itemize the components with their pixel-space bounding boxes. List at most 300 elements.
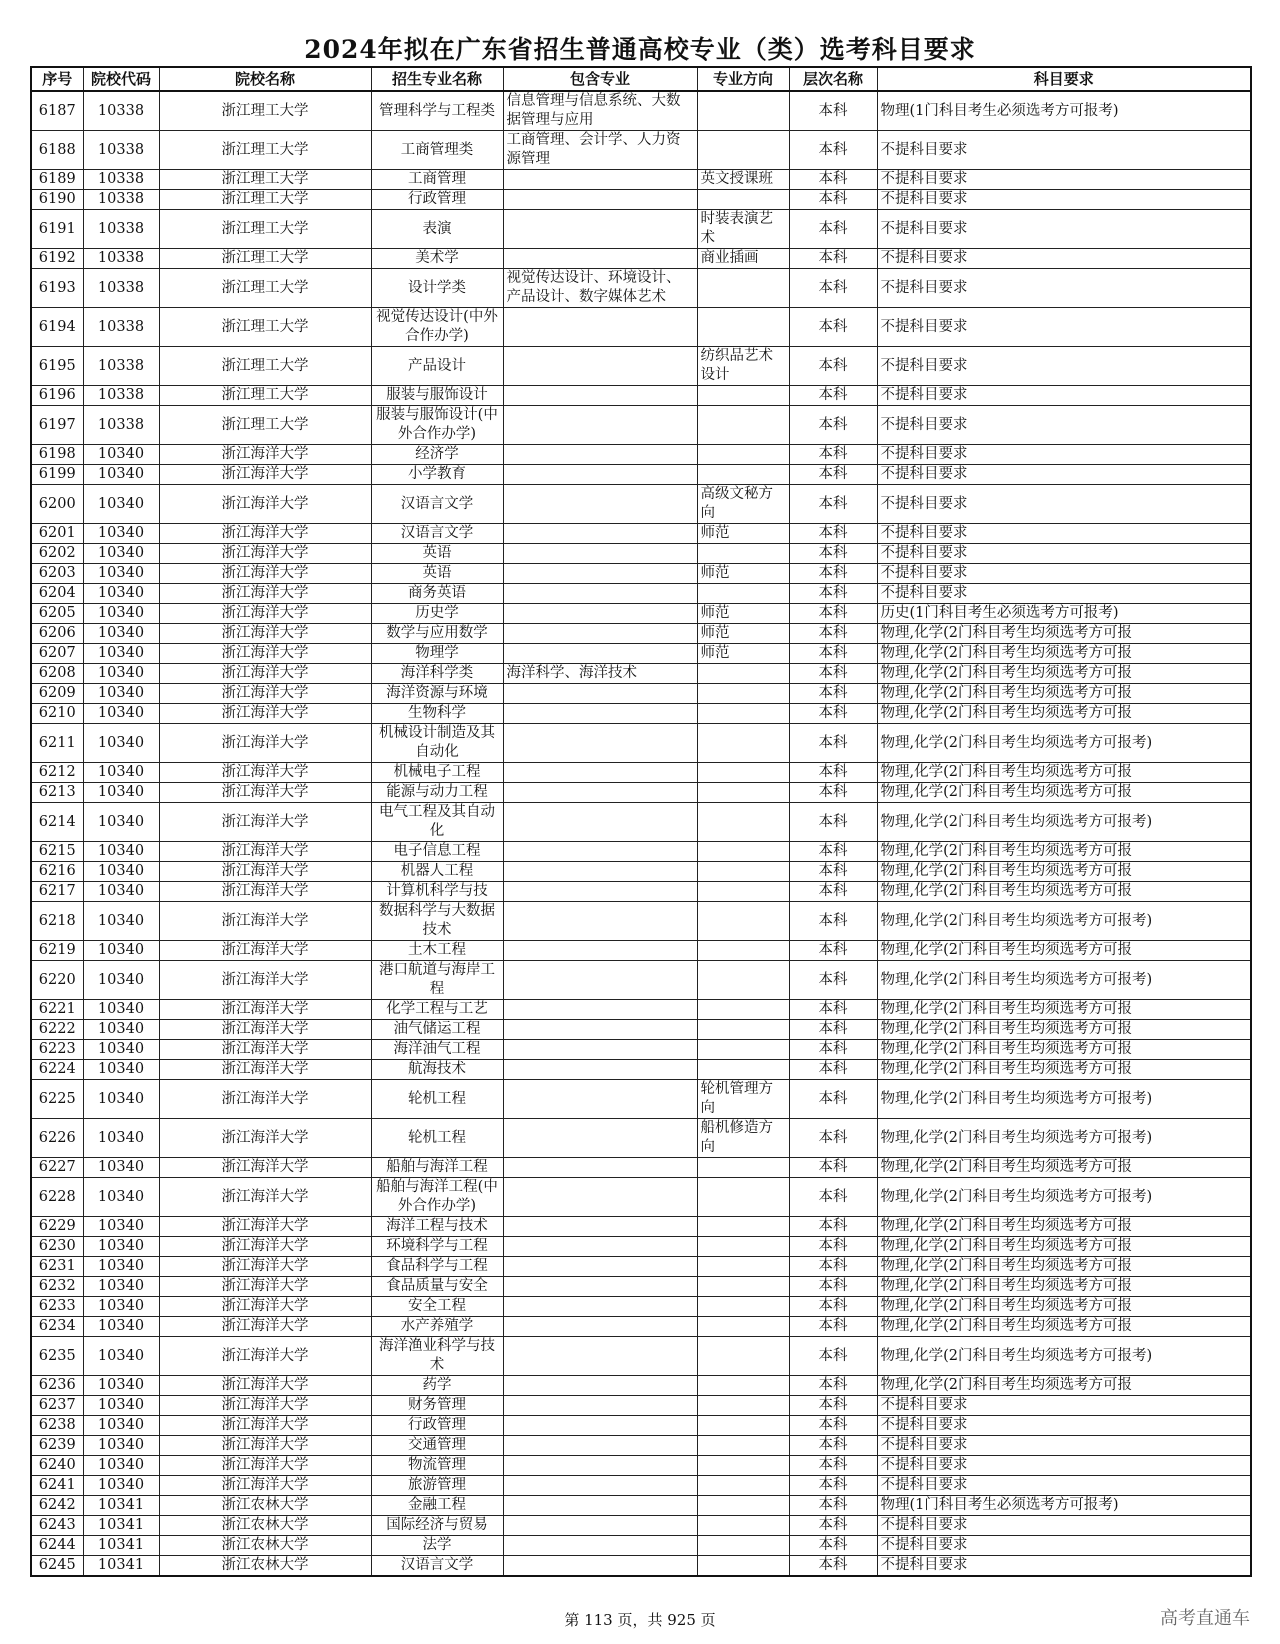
cell-level: 本科 (789, 1158, 877, 1178)
table-row (31, 624, 1251, 644)
table-row (31, 1376, 1251, 1396)
cell-subject-requirement: 物理,化学(2门科目考生均须选考方可报考) (877, 803, 1251, 842)
cell-school-code: 10340 (83, 961, 159, 1000)
cell-school-code: 10340 (83, 902, 159, 941)
table-row (31, 210, 1251, 249)
cell-seq: 6187 (31, 91, 83, 131)
cell-school-name: 浙江农林大学 (159, 1556, 371, 1577)
cell-direction (697, 941, 789, 961)
table-row (31, 1536, 1251, 1556)
cell-subject-requirement: 物理,化学(2门科目考生均须选考方可报考) (877, 1080, 1251, 1119)
cell-direction (697, 902, 789, 941)
page-title: 2024年拟在广东省招生普通高校专业（类）选考科目要求 (304, 35, 976, 64)
cell-major-name: 物理学 (371, 644, 503, 664)
cell-major-name: 轮机工程 (371, 1119, 503, 1158)
cell-subject-requirement: 物理(1门科目考生必须选考方可报考) (877, 1496, 1251, 1516)
cell-direction (697, 961, 789, 1000)
cell-direction (697, 803, 789, 842)
cell-seq: 6242 (31, 1496, 83, 1516)
cell-major-name: 汉语言文学 (371, 485, 503, 524)
cell-school-code: 10340 (83, 1237, 159, 1257)
cell-school-code: 10340 (83, 1257, 159, 1277)
cell-school-code: 10340 (83, 1476, 159, 1496)
cell-direction (697, 584, 789, 604)
cell-included-majors (503, 624, 697, 644)
cell-seq: 6196 (31, 386, 83, 406)
cell-school-name: 浙江海洋大学 (159, 524, 371, 544)
cell-level: 本科 (789, 445, 877, 465)
table-row (31, 783, 1251, 803)
cell-level: 本科 (789, 644, 877, 664)
cell-subject-requirement: 不提科目要求 (877, 485, 1251, 524)
cell-included-majors (503, 445, 697, 465)
cell-direction (697, 1060, 789, 1080)
table-row (31, 1416, 1251, 1436)
cell-school-name: 浙江理工大学 (159, 269, 371, 308)
cell-school-code: 10340 (83, 1000, 159, 1020)
cell-school-code: 10338 (83, 269, 159, 308)
cell-subject-requirement: 不提科目要求 (877, 1516, 1251, 1536)
table-row (31, 1337, 1251, 1376)
cell-direction (697, 1396, 789, 1416)
cell-major-name: 海洋资源与环境 (371, 684, 503, 704)
cell-subject-requirement: 物理,化学(2门科目考生均须选考方可报 (877, 684, 1251, 704)
cell-school-name: 浙江海洋大学 (159, 1000, 371, 1020)
table-row (31, 724, 1251, 763)
cell-seq: 6223 (31, 1040, 83, 1060)
cell-subject-requirement: 物理,化学(2门科目考生均须选考方可报考) (877, 724, 1251, 763)
cell-major-name: 海洋科学类 (371, 664, 503, 684)
table-row (31, 1516, 1251, 1536)
cell-level: 本科 (789, 941, 877, 961)
cell-subject-requirement: 不提科目要求 (877, 1476, 1251, 1496)
cell-seq: 6194 (31, 308, 83, 347)
cell-included-majors (503, 406, 697, 445)
cell-school-name: 浙江海洋大学 (159, 1436, 371, 1456)
cell-major-name: 化学工程与工艺 (371, 1000, 503, 1020)
cell-included-majors (503, 644, 697, 664)
cell-seq: 6198 (31, 445, 83, 465)
cell-direction (697, 190, 789, 210)
column-header: 科目要求 (877, 67, 1251, 91)
table-row (31, 882, 1251, 902)
cell-direction (697, 1476, 789, 1496)
cell-level: 本科 (789, 763, 877, 783)
cell-direction: 师范 (697, 604, 789, 624)
cell-level: 本科 (789, 1119, 877, 1158)
cell-subject-requirement: 不提科目要求 (877, 544, 1251, 564)
cell-included-majors (503, 842, 697, 862)
cell-direction (697, 1158, 789, 1178)
cell-subject-requirement: 不提科目要求 (877, 1536, 1251, 1556)
cell-school-code: 10338 (83, 210, 159, 249)
cell-major-name: 财务管理 (371, 1396, 503, 1416)
cell-major-name: 海洋渔业科学与技术 (371, 1337, 503, 1376)
table-row (31, 1257, 1251, 1277)
cell-school-name: 浙江海洋大学 (159, 624, 371, 644)
cell-subject-requirement: 物理,化学(2门科目考生均须选考方可报 (877, 1277, 1251, 1297)
cell-level: 本科 (789, 1178, 877, 1217)
cell-school-name: 浙江海洋大学 (159, 1297, 371, 1317)
cell-included-majors (503, 961, 697, 1000)
cell-direction (697, 1237, 789, 1257)
cell-school-name: 浙江海洋大学 (159, 1396, 371, 1416)
cell-school-name: 浙江海洋大学 (159, 564, 371, 584)
cell-level: 本科 (789, 1396, 877, 1416)
cell-level: 本科 (789, 131, 877, 170)
cell-included-majors (503, 1217, 697, 1237)
cell-direction (697, 1277, 789, 1297)
cell-seq: 6210 (31, 704, 83, 724)
cell-direction (697, 1337, 789, 1376)
cell-included-majors (503, 1496, 697, 1516)
cell-included-majors: 海洋科学、海洋技术 (503, 664, 697, 684)
cell-major-name: 港口航道与海岸工程 (371, 961, 503, 1000)
cell-school-name: 浙江海洋大学 (159, 1456, 371, 1476)
cell-subject-requirement: 物理,化学(2门科目考生均须选考方可报 (877, 1060, 1251, 1080)
cell-school-name: 浙江海洋大学 (159, 604, 371, 624)
cell-school-code: 10338 (83, 308, 159, 347)
cell-seq: 6214 (31, 803, 83, 842)
cell-subject-requirement: 不提科目要求 (877, 406, 1251, 445)
cell-level: 本科 (789, 664, 877, 684)
cell-school-code: 10340 (83, 1217, 159, 1237)
column-header: 招生专业名称 (371, 67, 503, 91)
cell-direction (697, 269, 789, 308)
table-row (31, 308, 1251, 347)
cell-school-code: 10340 (83, 624, 159, 644)
cell-school-code: 10341 (83, 1556, 159, 1577)
cell-level: 本科 (789, 1337, 877, 1376)
cell-included-majors (503, 386, 697, 406)
table-row (31, 406, 1251, 445)
cell-seq: 6199 (31, 465, 83, 485)
cell-major-name: 小学教育 (371, 465, 503, 485)
cell-school-name: 浙江海洋大学 (159, 1237, 371, 1257)
cell-included-majors (503, 1040, 697, 1060)
cell-included-majors (503, 862, 697, 882)
table-row (31, 1456, 1251, 1476)
table-row (31, 604, 1251, 624)
cell-school-code: 10340 (83, 842, 159, 862)
cell-school-name: 浙江理工大学 (159, 386, 371, 406)
cell-major-name: 环境科学与工程 (371, 1237, 503, 1257)
cell-seq: 6231 (31, 1257, 83, 1277)
cell-major-name: 海洋油气工程 (371, 1040, 503, 1060)
cell-included-majors (503, 485, 697, 524)
cell-school-name: 浙江海洋大学 (159, 882, 371, 902)
cell-direction (697, 664, 789, 684)
column-header: 包含专业 (503, 67, 697, 91)
cell-school-name: 浙江海洋大学 (159, 1080, 371, 1119)
cell-major-name: 土木工程 (371, 941, 503, 961)
cell-major-name: 金融工程 (371, 1496, 503, 1516)
cell-school-name: 浙江海洋大学 (159, 862, 371, 882)
cell-school-name: 浙江理工大学 (159, 308, 371, 347)
column-header: 院校名称 (159, 67, 371, 91)
cell-major-name: 视觉传达设计(中外合作办学) (371, 308, 503, 347)
table-row (31, 1080, 1251, 1119)
cell-included-majors (503, 1119, 697, 1158)
cell-direction (697, 1536, 789, 1556)
cell-major-name: 美术学 (371, 249, 503, 269)
cell-seq: 6204 (31, 584, 83, 604)
cell-school-code: 10340 (83, 485, 159, 524)
cell-seq: 6227 (31, 1158, 83, 1178)
cell-level: 本科 (789, 1257, 877, 1277)
cell-school-name: 浙江海洋大学 (159, 644, 371, 664)
table-row (31, 544, 1251, 564)
cell-subject-requirement: 物理,化学(2门科目考生均须选考方可报 (877, 763, 1251, 783)
cell-school-name: 浙江海洋大学 (159, 724, 371, 763)
cell-subject-requirement: 物理,化学(2门科目考生均须选考方可报 (877, 1158, 1251, 1178)
cell-direction: 船机修造方向 (697, 1119, 789, 1158)
cell-direction: 师范 (697, 644, 789, 664)
watermark-brand: 高考直通车 (1160, 1608, 1250, 1629)
cell-school-code: 10340 (83, 465, 159, 485)
cell-included-majors (503, 465, 697, 485)
cell-direction (697, 1257, 789, 1277)
cell-school-name: 浙江理工大学 (159, 131, 371, 170)
cell-included-majors (503, 763, 697, 783)
cell-level: 本科 (789, 882, 877, 902)
cell-included-majors (503, 1416, 697, 1436)
cell-subject-requirement: 物理,化学(2门科目考生均须选考方可报 (877, 783, 1251, 803)
cell-major-name: 计算机科学与技 (371, 882, 503, 902)
cell-school-name: 浙江农林大学 (159, 1516, 371, 1536)
cell-direction (697, 1317, 789, 1337)
cell-school-code: 10340 (83, 1376, 159, 1396)
cell-seq: 6233 (31, 1297, 83, 1317)
cell-direction: 师范 (697, 564, 789, 584)
cell-included-majors (503, 584, 697, 604)
cell-level: 本科 (789, 1317, 877, 1337)
table-row (31, 170, 1251, 190)
cell-school-code: 10340 (83, 684, 159, 704)
cell-included-majors: 工商管理、会计学、人力资源管理 (503, 131, 697, 170)
cell-major-name: 航海技术 (371, 1060, 503, 1080)
cell-seq: 6221 (31, 1000, 83, 1020)
table-row (31, 842, 1251, 862)
cell-school-name: 浙江海洋大学 (159, 684, 371, 704)
cell-major-name: 机器人工程 (371, 862, 503, 882)
cell-subject-requirement: 不提科目要求 (877, 445, 1251, 465)
cell-subject-requirement: 不提科目要求 (877, 386, 1251, 406)
cell-school-code: 10338 (83, 190, 159, 210)
cell-major-name: 工商管理类 (371, 131, 503, 170)
cell-school-code: 10340 (83, 1277, 159, 1297)
cell-direction (697, 1178, 789, 1217)
cell-level: 本科 (789, 347, 877, 386)
cell-level: 本科 (789, 1376, 877, 1396)
cell-school-name: 浙江海洋大学 (159, 584, 371, 604)
cell-seq: 6234 (31, 1317, 83, 1337)
cell-included-majors (503, 724, 697, 763)
cell-major-name: 电子信息工程 (371, 842, 503, 862)
cell-direction (697, 724, 789, 763)
cell-school-code: 10340 (83, 1396, 159, 1416)
cell-included-majors (503, 684, 697, 704)
cell-seq: 6229 (31, 1217, 83, 1237)
cell-school-name: 浙江农林大学 (159, 1536, 371, 1556)
cell-level: 本科 (789, 704, 877, 724)
cell-school-code: 10340 (83, 564, 159, 584)
cell-seq: 6209 (31, 684, 83, 704)
cell-school-name: 浙江海洋大学 (159, 704, 371, 724)
column-header: 层次名称 (789, 67, 877, 91)
cell-school-name: 浙江海洋大学 (159, 902, 371, 941)
cell-school-name: 浙江海洋大学 (159, 1060, 371, 1080)
cell-included-majors: 信息管理与信息系统、大数据管理与应用 (503, 91, 697, 131)
cell-school-code: 10340 (83, 544, 159, 564)
cell-level: 本科 (789, 1277, 877, 1297)
cell-level: 本科 (789, 386, 877, 406)
cell-direction (697, 544, 789, 564)
cell-seq: 6201 (31, 524, 83, 544)
cell-included-majors (503, 1376, 697, 1396)
cell-subject-requirement: 物理,化学(2门科目考生均须选考方可报考) (877, 1178, 1251, 1217)
cell-direction (697, 783, 789, 803)
cell-included-majors (503, 1317, 697, 1337)
table-row (31, 902, 1251, 941)
column-header: 序号 (31, 67, 83, 91)
cell-subject-requirement: 不提科目要求 (877, 210, 1251, 249)
cell-subject-requirement: 不提科目要求 (877, 269, 1251, 308)
table-row (31, 1396, 1251, 1416)
cell-subject-requirement: 物理,化学(2门科目考生均须选考方可报 (877, 1376, 1251, 1396)
cell-seq: 6241 (31, 1476, 83, 1496)
cell-school-code: 10340 (83, 1119, 159, 1158)
cell-major-name: 旅游管理 (371, 1476, 503, 1496)
cell-level: 本科 (789, 724, 877, 763)
table-row (31, 564, 1251, 584)
cell-subject-requirement: 不提科目要求 (877, 564, 1251, 584)
cell-seq: 6211 (31, 724, 83, 763)
cell-school-name: 浙江海洋大学 (159, 1257, 371, 1277)
cell-seq: 6226 (31, 1119, 83, 1158)
cell-level: 本科 (789, 485, 877, 524)
cell-subject-requirement: 物理,化学(2门科目考生均须选考方可报 (877, 1000, 1251, 1020)
cell-school-name: 浙江海洋大学 (159, 664, 371, 684)
cell-subject-requirement: 物理,化学(2门科目考生均须选考方可报 (877, 941, 1251, 961)
cell-direction: 轮机管理方向 (697, 1080, 789, 1119)
cell-major-name: 安全工程 (371, 1297, 503, 1317)
table-row (31, 347, 1251, 386)
cell-direction (697, 1297, 789, 1317)
cell-included-majors (503, 1456, 697, 1476)
cell-school-code: 10340 (83, 1297, 159, 1317)
cell-seq: 6222 (31, 1020, 83, 1040)
cell-subject-requirement: 物理,化学(2门科目考生均须选考方可报 (877, 704, 1251, 724)
cell-major-name: 表演 (371, 210, 503, 249)
cell-subject-requirement: 物理,化学(2门科目考生均须选考方可报 (877, 644, 1251, 664)
cell-school-name: 浙江理工大学 (159, 210, 371, 249)
cell-subject-requirement: 物理,化学(2门科目考生均须选考方可报 (877, 862, 1251, 882)
cell-level: 本科 (789, 544, 877, 564)
cell-school-code: 10340 (83, 1020, 159, 1040)
cell-level: 本科 (789, 1556, 877, 1577)
cell-subject-requirement: 不提科目要求 (877, 170, 1251, 190)
cell-included-majors (503, 704, 697, 724)
cell-subject-requirement: 历史(1门科目考生必须选考方可报考) (877, 604, 1251, 624)
cell-subject-requirement: 不提科目要求 (877, 190, 1251, 210)
cell-school-code: 10340 (83, 1178, 159, 1217)
cell-major-name: 英语 (371, 544, 503, 564)
cell-direction (697, 862, 789, 882)
cell-subject-requirement: 不提科目要求 (877, 1456, 1251, 1476)
cell-included-majors (503, 544, 697, 564)
cell-subject-requirement: 不提科目要求 (877, 347, 1251, 386)
cell-seq: 6243 (31, 1516, 83, 1536)
cell-level: 本科 (789, 783, 877, 803)
cell-seq: 6217 (31, 882, 83, 902)
cell-school-name: 浙江海洋大学 (159, 1317, 371, 1337)
cell-direction (697, 763, 789, 783)
table-row (31, 664, 1251, 684)
cell-level: 本科 (789, 564, 877, 584)
table-row (31, 190, 1251, 210)
cell-included-majors (503, 249, 697, 269)
cell-school-code: 10340 (83, 584, 159, 604)
cell-school-code: 10340 (83, 882, 159, 902)
cell-seq: 6235 (31, 1337, 83, 1376)
cell-level: 本科 (789, 862, 877, 882)
cell-subject-requirement: 物理,化学(2门科目考生均须选考方可报 (877, 842, 1251, 862)
cell-school-code: 10340 (83, 1416, 159, 1436)
cell-subject-requirement: 不提科目要求 (877, 584, 1251, 604)
cell-major-name: 机械电子工程 (371, 763, 503, 783)
cell-level: 本科 (789, 842, 877, 862)
cell-direction (697, 842, 789, 862)
cell-direction (697, 445, 789, 465)
cell-level: 本科 (789, 584, 877, 604)
table-row (31, 131, 1251, 170)
cell-school-code: 10341 (83, 1536, 159, 1556)
cell-school-name: 浙江海洋大学 (159, 1217, 371, 1237)
cell-level: 本科 (789, 1217, 877, 1237)
cell-school-name: 浙江海洋大学 (159, 783, 371, 803)
cell-school-name: 浙江海洋大学 (159, 803, 371, 842)
cell-school-name: 浙江海洋大学 (159, 1119, 371, 1158)
page-footer: 第 113 页，共 925 页 (564, 1611, 716, 1629)
cell-subject-requirement: 不提科目要求 (877, 465, 1251, 485)
table-row (31, 1178, 1251, 1217)
cell-included-majors (503, 803, 697, 842)
cell-included-majors (503, 1536, 697, 1556)
cell-school-name: 浙江海洋大学 (159, 445, 371, 465)
cell-seq: 6245 (31, 1556, 83, 1577)
cell-school-code: 10340 (83, 783, 159, 803)
cell-seq: 6236 (31, 1376, 83, 1396)
cell-subject-requirement: 物理,化学(2门科目考生均须选考方可报 (877, 624, 1251, 644)
cell-major-name: 汉语言文学 (371, 524, 503, 544)
cell-major-name: 英语 (371, 564, 503, 584)
cell-school-name: 浙江海洋大学 (159, 1277, 371, 1297)
cell-seq: 6239 (31, 1436, 83, 1456)
cell-major-name: 水产养殖学 (371, 1317, 503, 1337)
table-row (31, 1158, 1251, 1178)
cell-level: 本科 (789, 1416, 877, 1436)
cell-school-code: 10340 (83, 524, 159, 544)
cell-school-code: 10340 (83, 604, 159, 624)
cell-included-majors (503, 347, 697, 386)
table-row (31, 1060, 1251, 1080)
table-row (31, 1317, 1251, 1337)
cell-included-majors (503, 1556, 697, 1577)
table-row (31, 1277, 1251, 1297)
column-header: 专业方向 (697, 67, 789, 91)
cell-school-name: 浙江海洋大学 (159, 1416, 371, 1436)
